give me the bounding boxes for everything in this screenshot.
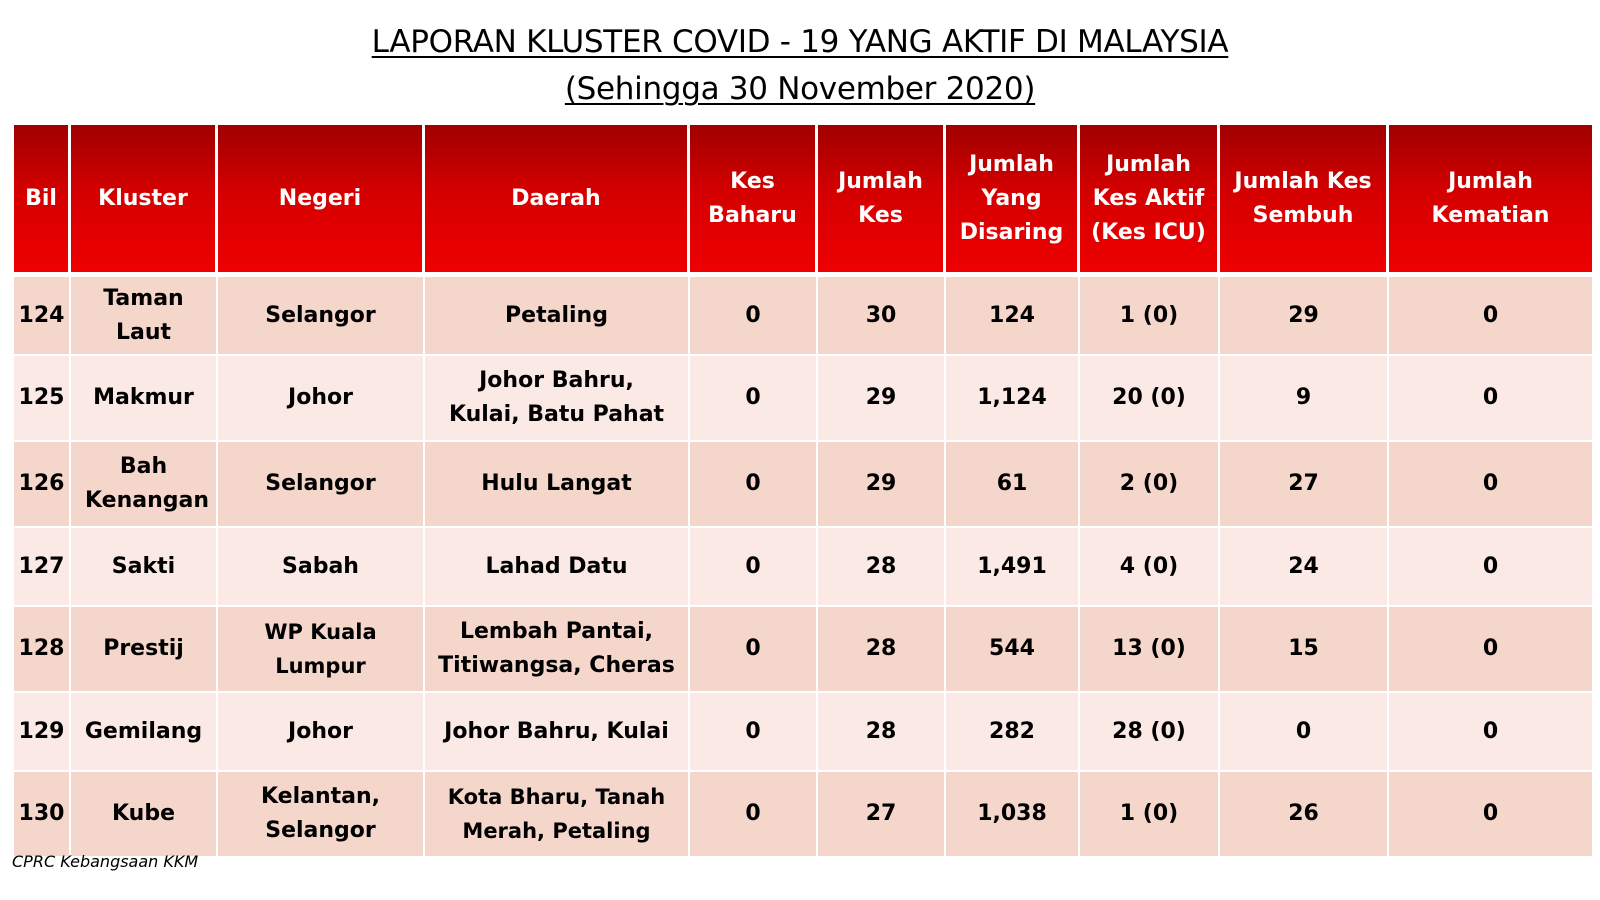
cell-jumlah-aktif: 2 (0) xyxy=(1080,442,1220,528)
cell-jumlah-disaring: 282 xyxy=(946,693,1080,772)
cell-jumlah-kes: 29 xyxy=(818,442,946,528)
cell-daerah: Petaling xyxy=(425,277,690,356)
cell-jumlah-aktif: 13 (0) xyxy=(1080,607,1220,693)
cell-jumlah-sembuh: 9 xyxy=(1220,356,1389,442)
cell-jumlah-sembuh: 26 xyxy=(1220,772,1389,858)
cell-jumlah-kes: 29 xyxy=(818,356,946,442)
cell-negeri: Kelantan, Selangor xyxy=(218,772,425,858)
table-row xyxy=(14,772,1592,858)
cell-kes-baharu: 0 xyxy=(690,607,818,693)
cell-negeri: Sabah xyxy=(218,528,425,607)
cell-daerah: Johor Bahru, Kulai, Batu Pahat xyxy=(425,356,690,442)
title-line-1: LAPORAN KLUSTER COVID - 19 YANG AKTIF DI MALAYSIA xyxy=(371,24,1229,60)
title-line-2: (Sehingga 30 November 2020) xyxy=(564,71,1036,107)
cell-jumlah-disaring: 124 xyxy=(946,277,1080,356)
header-jumlah-kematian: Jumlah Kematian xyxy=(1389,125,1592,277)
header-daerah: Daerah xyxy=(425,125,690,277)
cell-bil: 125 xyxy=(14,356,71,442)
table-row xyxy=(14,442,1592,528)
cell-kluster: Bah Kenangan xyxy=(71,442,218,528)
cell-kes-baharu: 0 xyxy=(690,277,818,356)
cell-jumlah-kematian: 0 xyxy=(1389,693,1592,772)
cell-jumlah-kematian: 0 xyxy=(1389,528,1592,607)
header-jumlah-aktif: Jumlah Kes Aktif (Kes ICU) xyxy=(1080,125,1220,277)
cell-bil: 124 xyxy=(14,277,71,356)
cell-jumlah-sembuh: 29 xyxy=(1220,277,1389,356)
cell-negeri: Selangor xyxy=(218,442,425,528)
cell-kes-baharu: 0 xyxy=(690,693,818,772)
cell-daerah: Lembah Pantai, Titiwangsa, Cheras xyxy=(425,607,690,693)
cell-kes-baharu: 0 xyxy=(690,528,818,607)
cell-daerah: Hulu Langat xyxy=(425,442,690,528)
cell-daerah: Kota Bharu, Tanah Merah, Petaling xyxy=(425,772,690,858)
cell-jumlah-sembuh: 0 xyxy=(1220,693,1389,772)
cell-jumlah-disaring: 1,491 xyxy=(946,528,1080,607)
cell-jumlah-kes: 28 xyxy=(818,528,946,607)
header-jumlah-kes: Jumlah Kes xyxy=(818,125,946,277)
table-row xyxy=(14,356,1592,442)
cell-jumlah-sembuh: 27 xyxy=(1220,442,1389,528)
table-row xyxy=(14,607,1592,693)
header-jumlah-disaring: Jumlah Yang Disaring xyxy=(946,125,1080,277)
cell-jumlah-kematian: 0 xyxy=(1389,607,1592,693)
cell-bil: 127 xyxy=(14,528,71,607)
cell-kes-baharu: 0 xyxy=(690,772,818,858)
cluster-table xyxy=(14,125,1592,858)
cell-jumlah-disaring: 1,124 xyxy=(946,356,1080,442)
cell-jumlah-disaring: 61 xyxy=(946,442,1080,528)
cell-negeri: Selangor xyxy=(218,277,425,356)
cell-jumlah-kematian: 0 xyxy=(1389,356,1592,442)
source-note: CPRC Kebangsaan KKM xyxy=(12,852,199,871)
header-kluster: Kluster xyxy=(71,125,218,277)
cell-jumlah-disaring: 544 xyxy=(946,607,1080,693)
cell-kluster: Sakti xyxy=(71,528,218,607)
cell-kluster: Kube xyxy=(71,772,218,858)
table-row xyxy=(14,277,1592,356)
cell-jumlah-kematian: 0 xyxy=(1389,442,1592,528)
cell-jumlah-aktif: 20 (0) xyxy=(1080,356,1220,442)
header-kes-baharu: Kes Baharu xyxy=(690,125,818,277)
cell-kluster: Taman Laut xyxy=(71,277,218,356)
report-title xyxy=(0,22,1600,116)
cell-jumlah-sembuh: 24 xyxy=(1220,528,1389,607)
cell-jumlah-aktif: 1 (0) xyxy=(1080,772,1220,858)
table-header-row xyxy=(14,125,1592,277)
cell-jumlah-disaring: 1,038 xyxy=(946,772,1080,858)
cell-jumlah-sembuh: 15 xyxy=(1220,607,1389,693)
header-negeri: Negeri xyxy=(218,125,425,277)
table-row xyxy=(14,693,1592,772)
cell-kluster: Gemilang xyxy=(71,693,218,772)
cell-jumlah-aktif: 4 (0) xyxy=(1080,528,1220,607)
cell-bil: 129 xyxy=(14,693,71,772)
cell-negeri: Johor xyxy=(218,693,425,772)
cell-kes-baharu: 0 xyxy=(690,356,818,442)
cell-jumlah-aktif: 1 (0) xyxy=(1080,277,1220,356)
cell-kes-baharu: 0 xyxy=(690,442,818,528)
cell-bil: 130 xyxy=(14,772,71,858)
cell-jumlah-kematian: 0 xyxy=(1389,772,1592,858)
cell-jumlah-kes: 30 xyxy=(818,277,946,356)
cell-negeri: WP Kuala Lumpur xyxy=(218,607,425,693)
cell-jumlah-kematian: 0 xyxy=(1389,277,1592,356)
cell-negeri: Johor xyxy=(218,356,425,442)
header-bil: Bil xyxy=(14,125,71,277)
cell-bil: 128 xyxy=(14,607,71,693)
header-jumlah-sembuh: Jumlah Kes Sembuh xyxy=(1220,125,1389,277)
table-row xyxy=(14,528,1592,607)
cell-jumlah-aktif: 28 (0) xyxy=(1080,693,1220,772)
cell-daerah: Johor Bahru, Kulai xyxy=(425,693,690,772)
cell-jumlah-kes: 28 xyxy=(818,693,946,772)
cell-jumlah-kes: 28 xyxy=(818,607,946,693)
cell-bil: 126 xyxy=(14,442,71,528)
cell-daerah: Lahad Datu xyxy=(425,528,690,607)
cell-jumlah-kes: 27 xyxy=(818,772,946,858)
cell-kluster: Prestij xyxy=(71,607,218,693)
cell-kluster: Makmur xyxy=(71,356,218,442)
